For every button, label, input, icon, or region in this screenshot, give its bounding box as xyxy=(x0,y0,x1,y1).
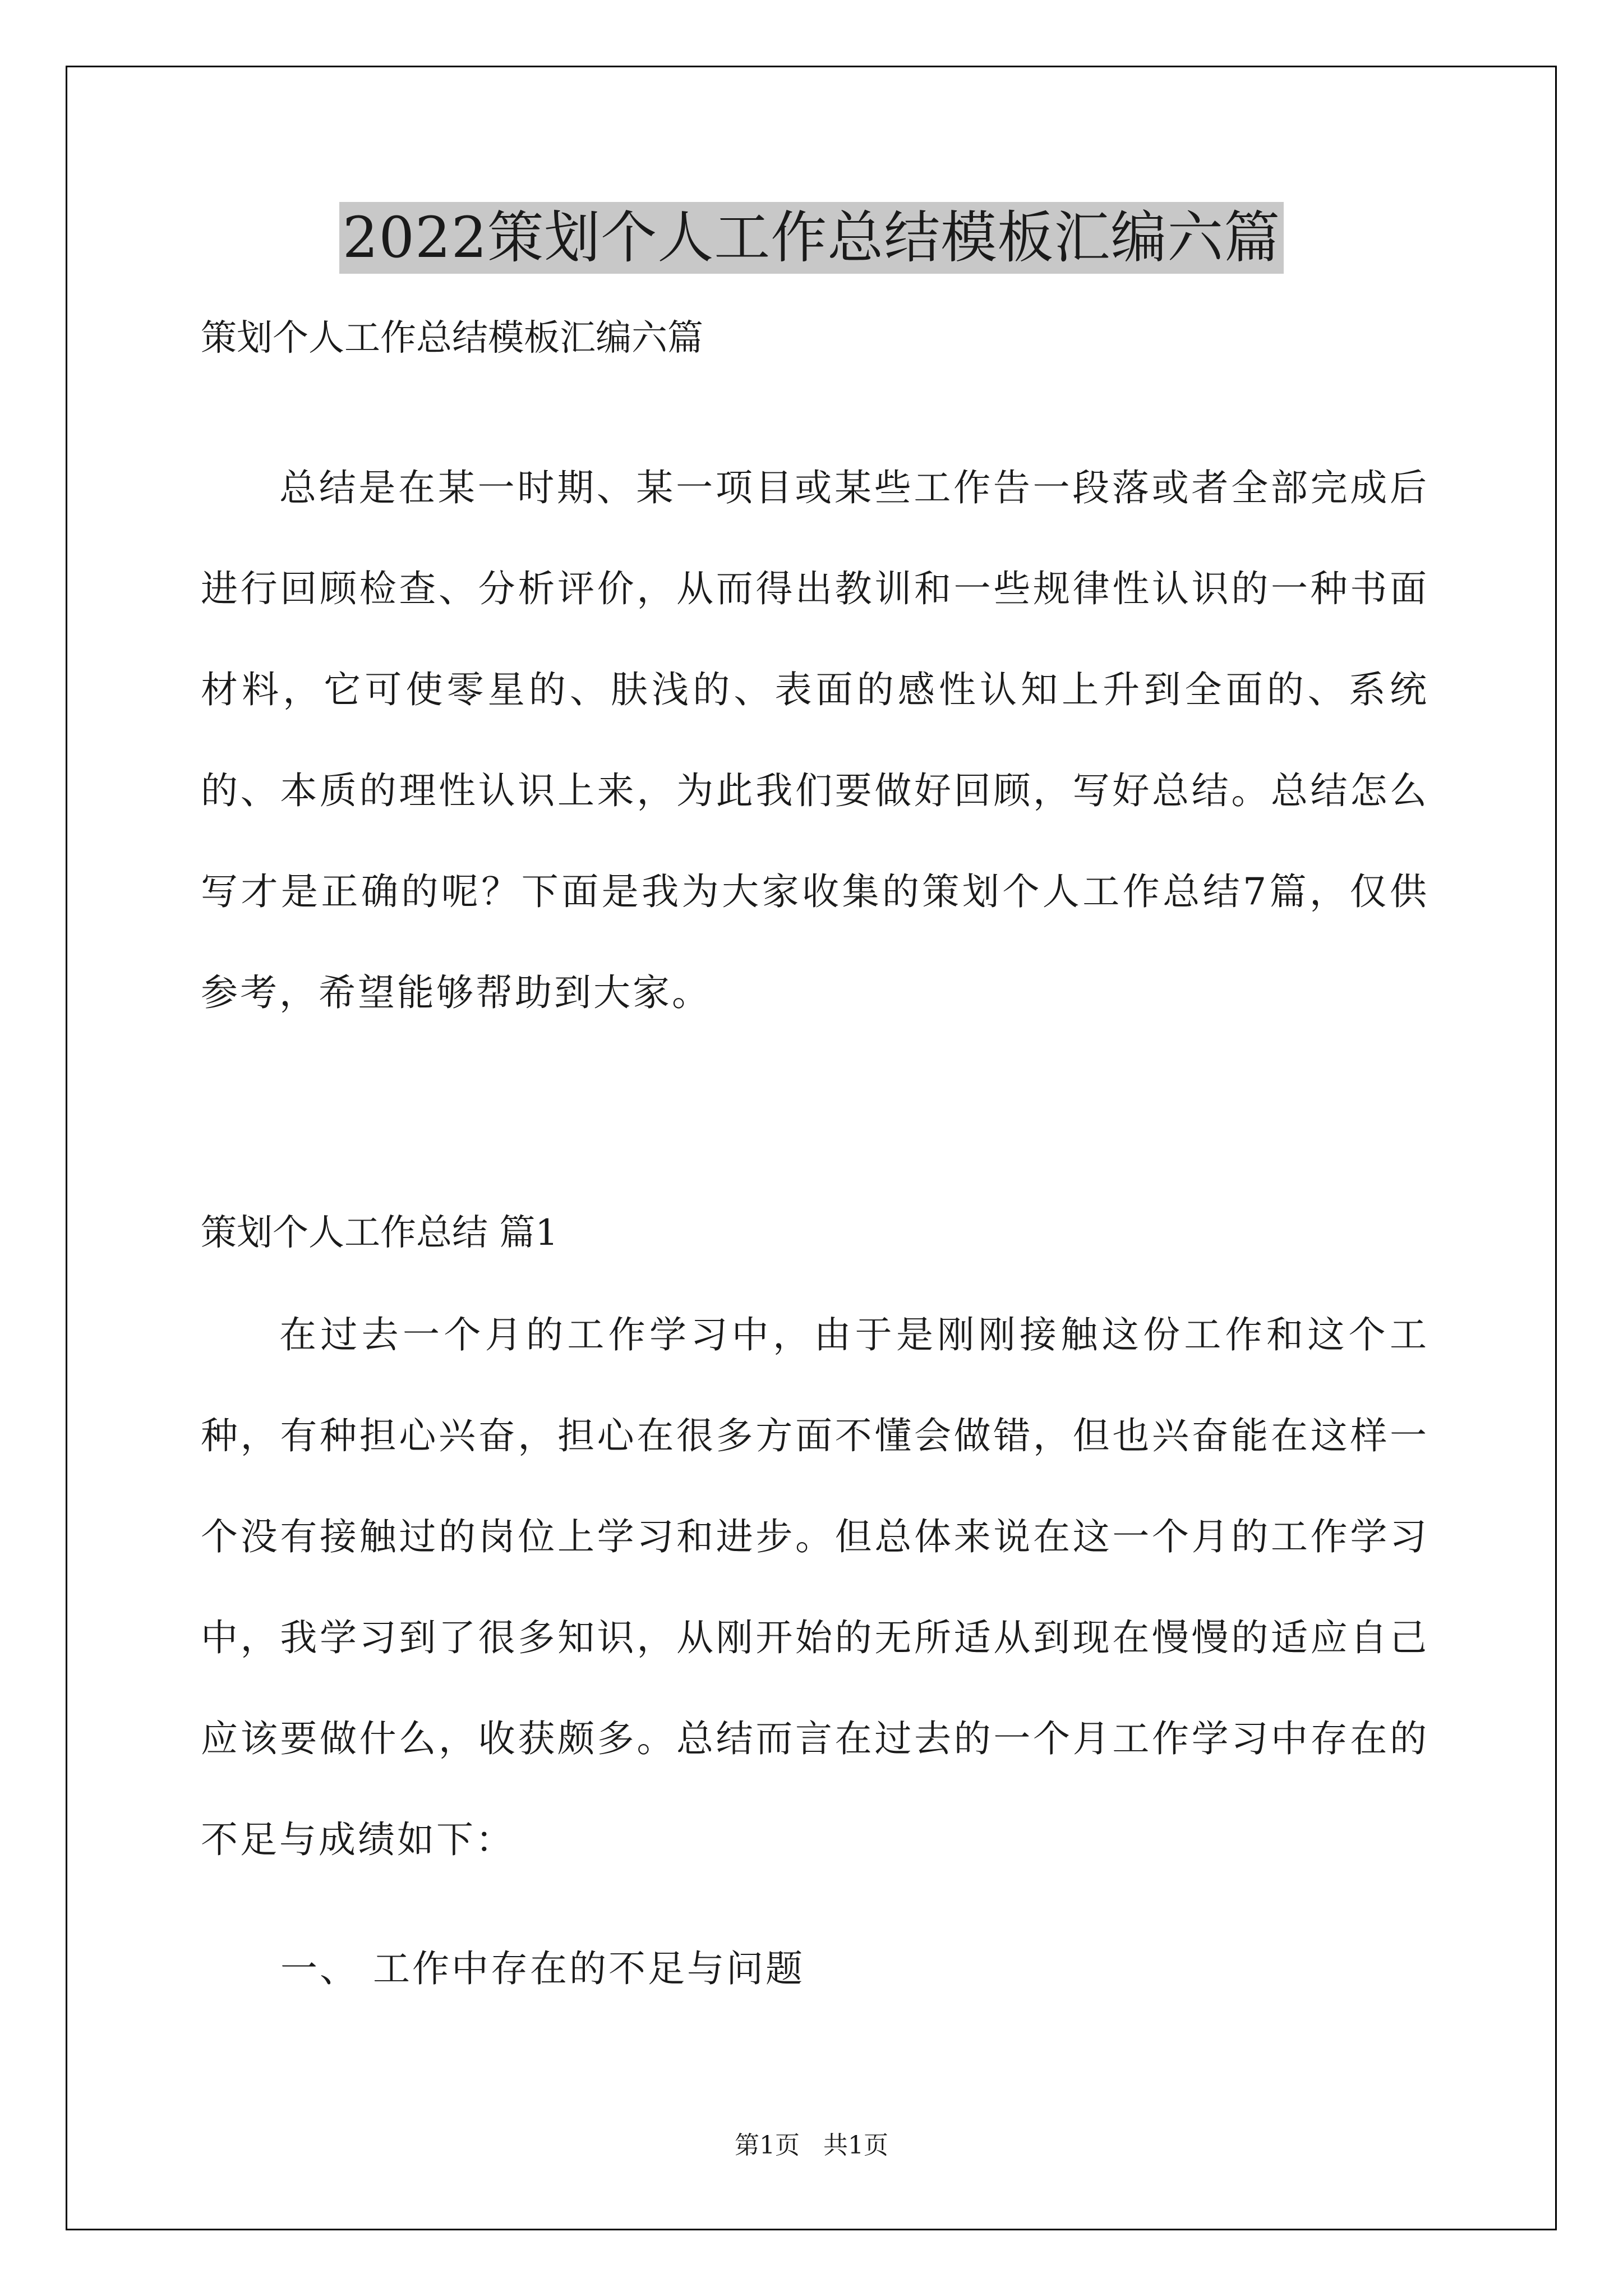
document-title: 2022策划个人工作总结模板汇编六篇 xyxy=(339,202,1284,274)
page-footer: 第1页 共1页 xyxy=(735,2131,888,2160)
page-border xyxy=(66,66,1557,2230)
list-heading: 一、 工作中存在的不足与问题 xyxy=(280,1947,805,1990)
intro-paragraph: 总结是在某一时期、某一项目或某些工作告一段落或者全部完成后进行回顾检查、分析评价，从而得出教训和一些规律性认识的一种书面材料，它可使零星的、肤浅的、表面的感性认知上升到全面的、系统的、本质的理性认识上来，为此我们要做好回顾，写好总结。总结怎么写才是正确的呢？下面是我为大家收集的策划个人工作总结7篇，仅供参考，希望能够帮助到大家。 xyxy=(201,466,1429,1014)
section-heading: 策划个人工作总结 篇1 xyxy=(201,1212,559,1254)
body-paragraph: 在过去一个月的工作学习中，由于是刚刚接触这份工作和这个工种，有种担心兴奋，担心在很多方面不懂会做错，但也兴奋能在这样一个没有接触过的岗位上学习和进步。但总体来说在这一个月的工作学习中，我学习到了很多知识，从刚开始的无所适从到现在慢慢的适应自己应该要做什么，收获颇多。总结而言在过去的一个月工作学习中存在的不足与成绩如下： xyxy=(201,1313,1429,1861)
document-subtitle: 策划个人工作总结模板汇编六篇 xyxy=(201,318,703,359)
title-container xyxy=(0,202,1623,274)
